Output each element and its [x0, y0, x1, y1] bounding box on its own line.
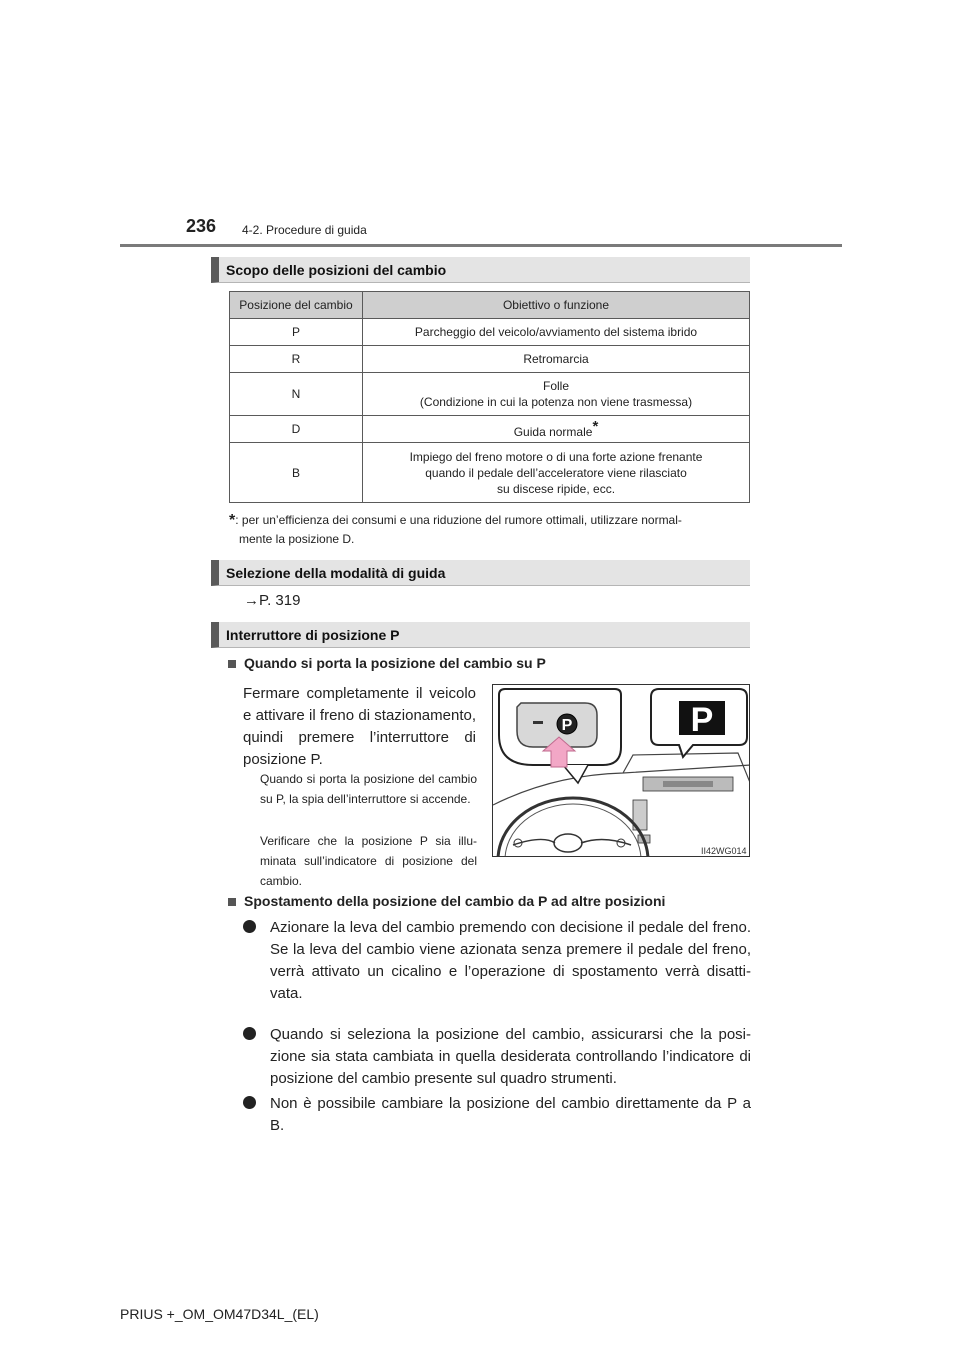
p-switch-illustration — [492, 684, 750, 857]
table-cell-function: Retromarcia — [363, 346, 750, 373]
table-row — [230, 443, 750, 503]
illustration-code: II42WG014 — [701, 846, 747, 856]
instruction-paragraph: Fermare completamente il veicolo e attivare il freno di stazionamento, quindi premere l’interruttore di posizione P. — [243, 685, 476, 768]
table-header-function: Obiettivo o funzione — [363, 292, 750, 319]
footer-document-code: PRIUS +_OM_OM47D34L_(EL) — [120, 1306, 319, 1322]
table-cell-function: Parcheggio del veicolo/avviamento del sistema ibrido — [363, 319, 750, 346]
table-cell-position: B — [230, 443, 363, 503]
table-row — [230, 346, 750, 373]
table-row — [230, 373, 750, 416]
list-item: Quando si seleziona la posizione del cambio, assicurarsi che la posi-zione sia stata cambiata in quella desiderata controllando l’indicatore di posizione del cambio presente sul quadro strumenti. — [243, 1024, 751, 1090]
table-cell-function: Folle (Condizione in cui la potenza non viene trasmessa) — [363, 373, 750, 416]
header-rule — [120, 244, 842, 247]
table-cell-position: P — [230, 319, 363, 346]
table-cell-function: Guida normale* — [363, 416, 750, 443]
section-heading-interruttore: Interruttore di posizione P — [211, 622, 750, 648]
switch-p-label: P — [561, 717, 573, 734]
square-bullet-icon — [228, 660, 236, 668]
table-row — [230, 416, 750, 443]
page-reference-link[interactable]: →P. 319 — [244, 592, 301, 609]
section-heading-selezione: Selezione della modalità di guida — [211, 560, 750, 586]
shift-positions-table — [229, 291, 750, 503]
footnote: *: per un’efficienza dei consumi e una riduzione del rumore ottimali, utilizzare normal- mente la posizione D. — [229, 512, 682, 546]
note-indicator-light: Quando si porta la posizione del cambio su P, la spia dell’interruttore si accende. — [260, 772, 477, 806]
table-cell-function: Impiego del freno motore o di una forte azione frenante quando il pedale dell’acceleratore viene rilasciato su discese ripide, ecc. — [363, 443, 750, 503]
table-cell-position: R — [230, 346, 363, 373]
chapter-title: 4-2. Procedure di guida — [242, 223, 367, 237]
table-cell-position: N — [230, 373, 363, 416]
note-verify-position: Verificare che la posizione P sia illu-minata sull’indicatore di posizione del cambio. — [260, 834, 477, 888]
bullet-dot-icon — [243, 1096, 256, 1109]
dashboard-drawing — [493, 685, 750, 857]
table-header-position: Posizione del cambio — [230, 292, 363, 319]
list-item: Azionare la leva del cambio premendo con decisione il pedale del freno. Se la leva del cambio viene azionata senza premere il pedale del freno, verrà attivato un cicalino e l’operazione di spostamento verrà disatti-vata. — [243, 917, 751, 1005]
display-p-label: P — [690, 701, 714, 739]
table-cell-position: D — [230, 416, 363, 443]
list-item: Non è possibile cambiare la posizione del cambio direttamente da P a B. — [243, 1093, 751, 1137]
section-heading-scopo: Scopo delle posizioni del cambio — [211, 257, 750, 283]
bullet-dot-icon — [243, 1027, 256, 1040]
bullet-dot-icon — [243, 920, 256, 933]
square-bullet-icon — [228, 898, 236, 906]
page-number: 236 — [186, 216, 217, 236]
subheading-shift-to-p: Quando si porta la posizione del cambio su P — [228, 655, 546, 671]
table-row — [230, 319, 750, 346]
subheading-shift-from-p: Spostamento della posizione del cambio da P ad altre posizioni — [228, 893, 665, 909]
table-header-row — [230, 292, 750, 319]
